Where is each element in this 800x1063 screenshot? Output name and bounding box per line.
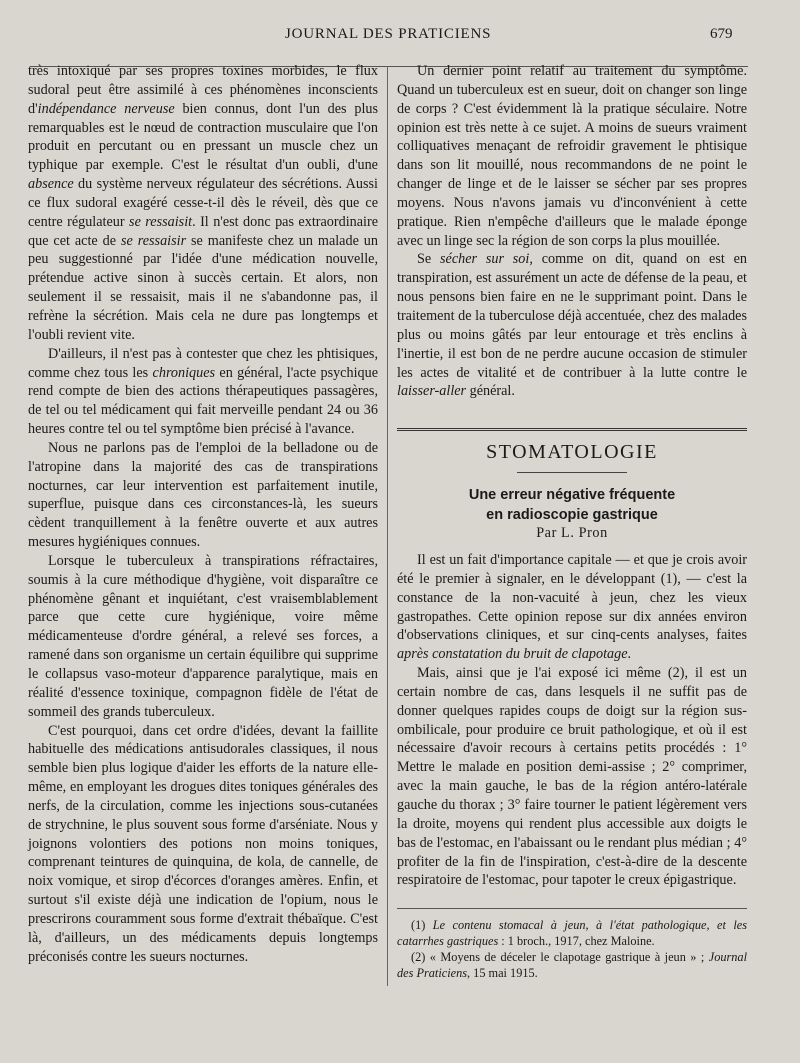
paragraph: C'est pourquoi, dans cet ordre d'idées, devant la faillite habituelle des médications antisudorales classiques, il nous semble bien plus logique d'aider les efforts de la nature elle-même, en employant les drogues dites toniques générales des nerfs, de la circulation, comme les injections sous-cutanées de strychnine, le plus souvent sous forme d'arséniate. Nous y joignons volontiers des potions non moins toniques, comprenant teintures de quinquina, de kola, de cannelle, de noix vomique, et sirop d'écorces d'oranges amères. Enfin, et surtout s'il existe déjà une indication de l'opium, nous le prescrirons couramment sous forme d'extrait thébaïque. C'est là, d'ailleurs, un des médicaments depuis longtemps préconisés contre les sueurs nocturnes.: [28, 722, 378, 965]
paragraph: D'ailleurs, il n'est pas à contester que chez les phtisiques, comme chez tous les chroniques en général, l'acte psychique rend compte de bien des actions thérapeutiques passagères, de tel ou tel médicament qui fait merveille pendant 24 ou 36 heures contre tel ou tel symptôme bien précisé à l'avance.: [28, 345, 379, 438]
left-column: [28, 62, 378, 967]
article-body: [397, 551, 747, 890]
paragraph: Nous ne parlons pas de l'emploi de la belladone ou de l'atropine dans la majorité des cas de transpirations nocturnes, car leur intervention est parfaitement inutile, superflue, puisque dans ces circonstances-là, les sueurs cèdent tranquillement à la fenêtre ouverte et aux autres mesures hygiéniques connues.: [28, 439, 378, 551]
paragraph: Mais, ainsi que je l'ai exposé ici même (2), il est un certain nombre de cas, dans lesquels il ne suffit pas de donner quelques rapides coups de doigt sur la région sus-ombilicale, pour produire ce bruit pathologique, et où il est nécessaire d'avoir recours à certains petits procédés : 1° Mettre le malade en position demi-assise ; 2° comprimer, avec la main gauche, le bas de la région antéro-latérale gauche du thorax ; 3° faire tourner le patient légèrement vers la droite, moyens qui rendent plus accessible aux doigts le bas de l'estomac, en l'abaissant ou le rendant plus médian ; 4° profiter de la fin de l'inspiration, c'est-à-dire de la descente respiratoire de l'estomac, pour tapoter le creux épigastrique.: [397, 665, 747, 889]
paragraph: Il est un fait d'importance capitale — et que je crois avoir été le premier à signaler, en le développant (1), — c'est la constance de la non-vacuité à jeun, chez les vieux gastropathes. Cette opinion repose sur dix années environ d'observations cliniques, et sur cinq-cents analyses, faites après constatation du bruit de clapotage.: [397, 552, 747, 663]
page-number: 679: [710, 26, 733, 42]
article-title: Une erreur négative fréquente en radioscopie gastrique: [468, 487, 676, 523]
page-header: [0, 22, 800, 46]
byline: Par L. Pron: [536, 525, 608, 541]
section-heading: [397, 428, 747, 473]
footnote: (1) Le contenu stomacal à jeun, à l'état pathologique, et les catarrhes gastriques : 1 broch., 1917, chez Maloine.: [397, 918, 747, 948]
paragraph: très intoxiqué par ses propres toxines morbides, le flux sudoral peut être assimilé à ces phénomènes inconscients d'indépendance nerveuse bien connus, dont l'un des plus remarquables est le nœud de contraction musculaire que l'on produit en percutant ou en pressant un muscle chez un typhique par exemple. C'est le résultat d'un oubli, d'une absence du système nerveux régulateur des sécrétions. Aussi ce flux sudoral exagéré cesse-t-il dès le réveil, dès que ce centre régulateur se ressaisit. Il n'est donc pas extraordinaire que cet acte de se ressaisir se manifeste chez un malade un peu suggestionné par l'idée d'une médication nouvelle, prétendue active sinon à succès certain. Et alors, non seulement il se ressaisit, mais il ne s'abandonne pas, il refrène la sécrétion. Mais cela ne dure pas longtemps et l'oubli revient vite.: [28, 63, 378, 343]
paragraph: Se sécher sur soi, comme on dit, quand on est en transpiration, est assurément un acte de défense de la peau, et nous pensons bien faire en ne le supprimant point. Dans le traitement de la tuberculose déjà accentuée, chez des malades plus ou moins gâtés par leur entourage et très enclins à l'inertie, il est bon de ne perdre aucune occasion de stimuler les actes de vitalité et de contribuer à la lutte contre le laisser-aller général.: [397, 251, 748, 400]
section-title: STOMATOLOGIE: [486, 441, 658, 463]
paragraph: Un dernier point relatif au traitement du symptôme. Quand un tuberculeux est en sueur, doit on changer son linge de corps ? C'est évidemment là la pratique séculaire. Notre opinion est très nette à ce sujet. A moins de sueurs vraiment colliquatives menaçant de refroidir gravement le phtisique dans son lit mouillé, nous recommandons de ne point le changer de linge et de le laisser se sécher par ses propres moyens. Nous n'avons jamais vu d'inconvénient à cette pratique. Rien n'empêche d'ailleurs que le malade éponge avec un linge sec la région de son corps la plus mouillée.: [397, 63, 747, 249]
section-rule: [397, 428, 747, 431]
paragraph: Lorsque le tuberculeux à transpirations réfractaires, soumis à la cure méthodique d'hygiène, voit disparaître ce phénomène gênant et inquiétant, c'est vraisemblablement parce que cette cure hygiénique, voire même médicamenteuse d'ordre général, a relevé ses forces, a ramené dans son organisme un certain équilibre qui supprime le collapsus vaso-moteur d'apparence paralytique, mais en réalité d'essence toxinique, compagnon fidèle de l'état de sommeil des grands tuberculeux.: [28, 552, 378, 720]
section-rule-short: [517, 472, 627, 473]
footnotes: [397, 908, 747, 981]
running-title: JOURNAL DES PRATICIENS: [285, 26, 492, 42]
column-divider: [387, 66, 388, 986]
footnote: (2) « Moyens de déceler le clapotage gastrique à jeun » ; Journal des Praticiens, 15 mai 1915.: [397, 950, 747, 980]
right-column-top: [397, 62, 747, 401]
